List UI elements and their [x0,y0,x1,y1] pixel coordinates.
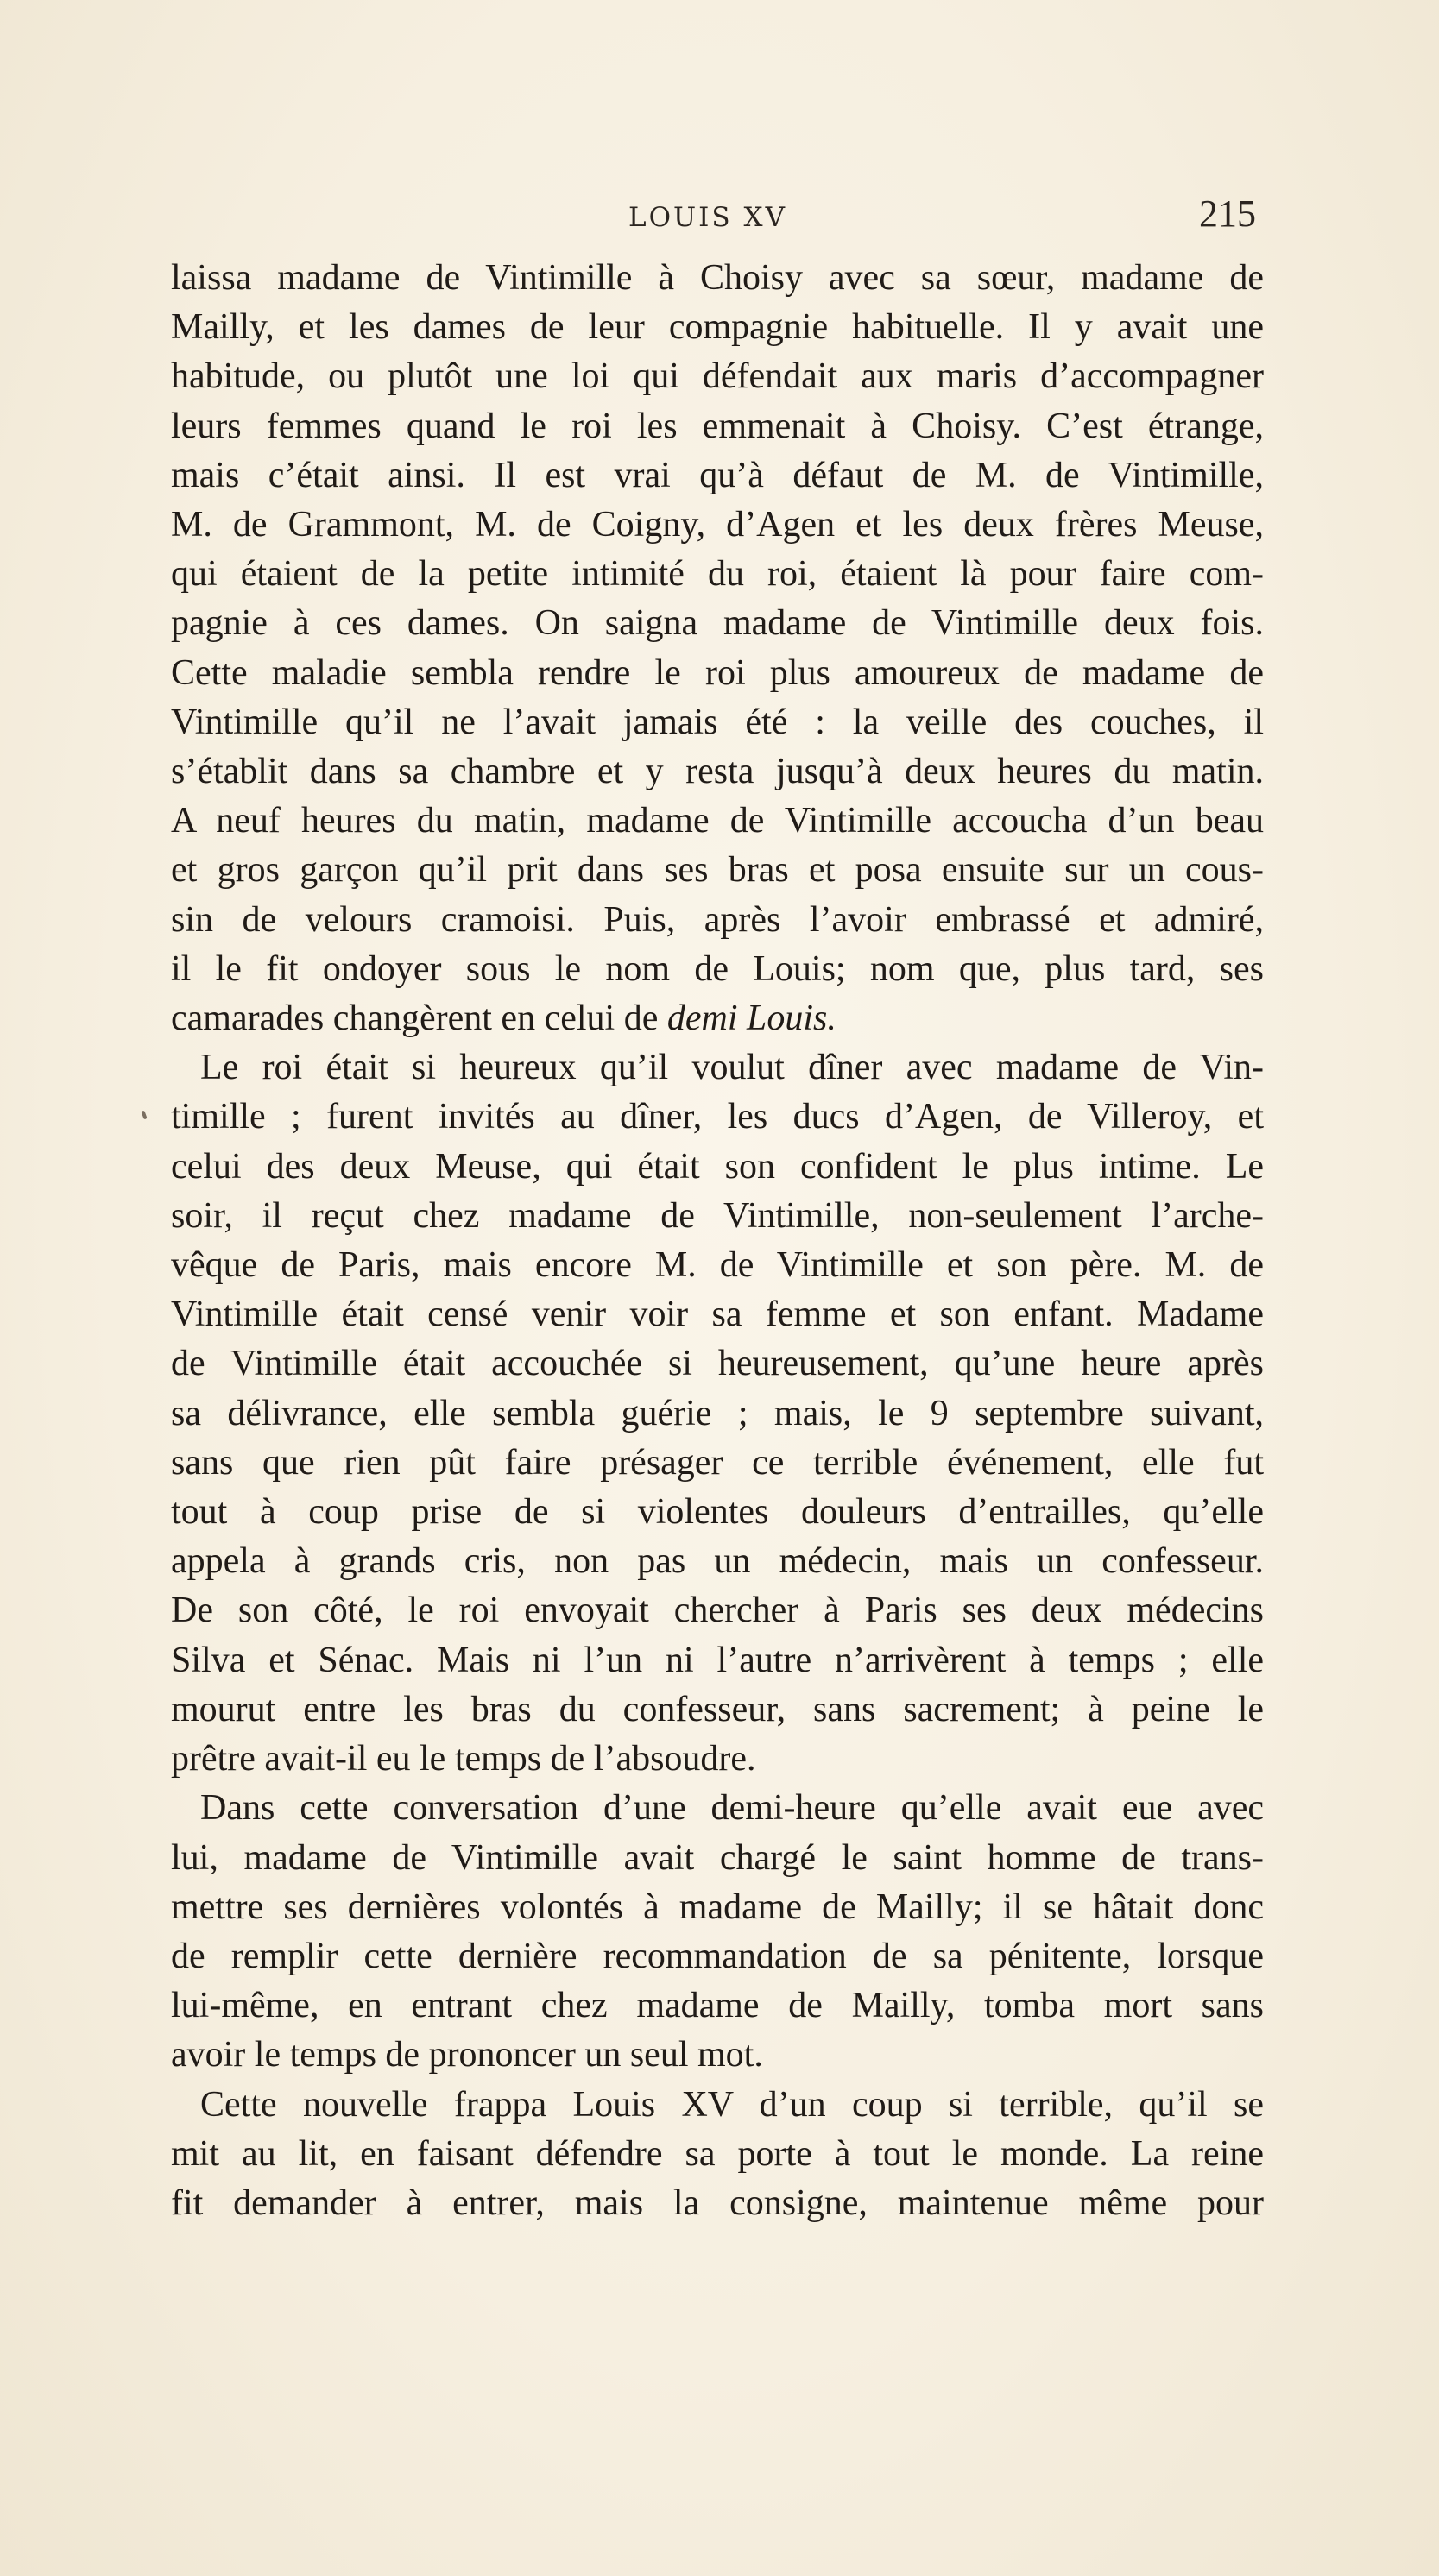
text-line: Cette maladie sembla rendre le roi plus amoureux de madame de [171,652,1264,693]
text-line: tout à coup prise de si violentes douleurs d’entrailles, qu’elle [171,1492,1264,1533]
text-line: habitude, ou plutôt une loi qui défendait aux maris d’accompagner [171,356,1264,397]
text-line: lui-même, en entrant chez madame de Mailly, tomba mort sans [171,1986,1264,2026]
text-line: laissa madame de Vintimille à Choisy avec sa sœur, madame de [171,258,1264,298]
text-line: lui, madame de Vintimille avait chargé le saint homme de trans- [171,1837,1264,1878]
text-line: qui étaient de la petite intimité du roi, étaient là pour faire com- [171,554,1264,595]
text-line: Vintimille était censé venir voir sa femme et son enfant. Madame [171,1294,1264,1335]
text-line: avoir le temps de prononcer un seul mot. [171,2035,763,2075]
text-fragment: camarades changèrent en celui de [171,998,659,1039]
text-line: de remplir cette dernière recommandation de sa pénitente, lorsque [171,1936,1264,1976]
text-line: Silva et Sénac. Mais ni l’un ni l’autre n’arrivèrent à temps ; elle [171,1640,1264,1680]
text-line: mais c’était ainsi. Il est vrai qu’à défaut de M. de Vintimille, [171,455,1264,495]
text-line: il le fit ondoyer sous le nom de Louis; nom que, plus tard, ses [171,948,1264,989]
text-line: sin de velours cramoisi. Puis, après l’avoir embrassé et admiré, [171,899,1264,940]
body-text [171,254,1264,2228]
text-line: Mailly, et les dames de leur compagnie habituelle. Il y avait une [171,307,1264,348]
text-line: Dans cette conversation d’une demi-heure qu’elle avait eue avec [200,1788,1264,1829]
text-line: celui des deux Meuse, qui était son confident le plus intime. Le [171,1146,1264,1187]
text-line: mit au lit, en faisant défendre sa porte à tout le monde. La reine [171,2133,1264,2174]
text-line: vêque de Paris, mais encore M. de Vintimille et son père. M. de [171,1245,1264,1286]
text-line: mourut entre les bras du confesseur, sans sacrement; à peine le [171,1689,1264,1729]
page-number: 215 [1199,192,1256,235]
text-line: De son côté, le roi envoyait chercher à Paris ses deux médecins [171,1590,1264,1631]
running-head [151,192,1265,240]
running-title: LOUIS XV [628,202,787,233]
text-line: M. de Grammont, M. de Coigny, d’Agen et les deux frères Meuse, [171,505,1264,545]
text-line: leurs femmes quand le roi les emmenait à Choisy. C’est étrange, [171,406,1264,446]
text-line: sa délivrance, elle sembla guérie ; mais, le 9 septembre suivant, [171,1393,1264,1433]
text-line: sans que rien pût faire présager ce terrible événement, elle fut [171,1442,1264,1483]
text-line: A neuf heures du matin, madame de Vintimille accoucha d’un beau [171,801,1264,841]
italic-phrase: demi Louis. [666,998,836,1039]
text-line: soir, il reçut chez madame de Vintimille, non-seulement l’arche- [171,1195,1264,1236]
text-line: timille ; furent invités au dîner, les ducs d’Agen, de Villeroy, et [171,1097,1264,1137]
text-line [171,994,1264,1043]
text-line: Le roi était si heureux qu’il voulut dîner avec madame de Vin- [200,1048,1264,1088]
text-line: Vintimille qu’il ne l’avait jamais été : la veille des couches, il [171,702,1264,742]
margin-mark [141,1111,147,1120]
text-line: de Vintimille était accouchée si heureusement, qu’une heure après [171,1344,1264,1384]
text-line: prêtre avait-il eu le temps de l’absoudre. [171,1739,756,1779]
text-line: Cette nouvelle frappa Louis XV d’un coup si terrible, qu’il se [200,2084,1264,2125]
text-line: appela à grands cris, non pas un médecin, mais un confesseur. [171,1541,1264,1582]
text-line: mettre ses dernières volontés à madame de Mailly; il se hâtait donc [171,1886,1264,1927]
text-line: s’établit dans sa chambre et y resta jusqu’à deux heures du matin. [171,752,1264,792]
text-line: fit demander à entrer, mais la consigne, maintenue même pour [171,2182,1264,2223]
text-line: pagnie à ces dames. On saigna madame de Vintimille deux fois. [171,603,1264,644]
text-line: et gros garçon qu’il prit dans ses bras et posa ensuite sur un cous- [171,850,1264,891]
